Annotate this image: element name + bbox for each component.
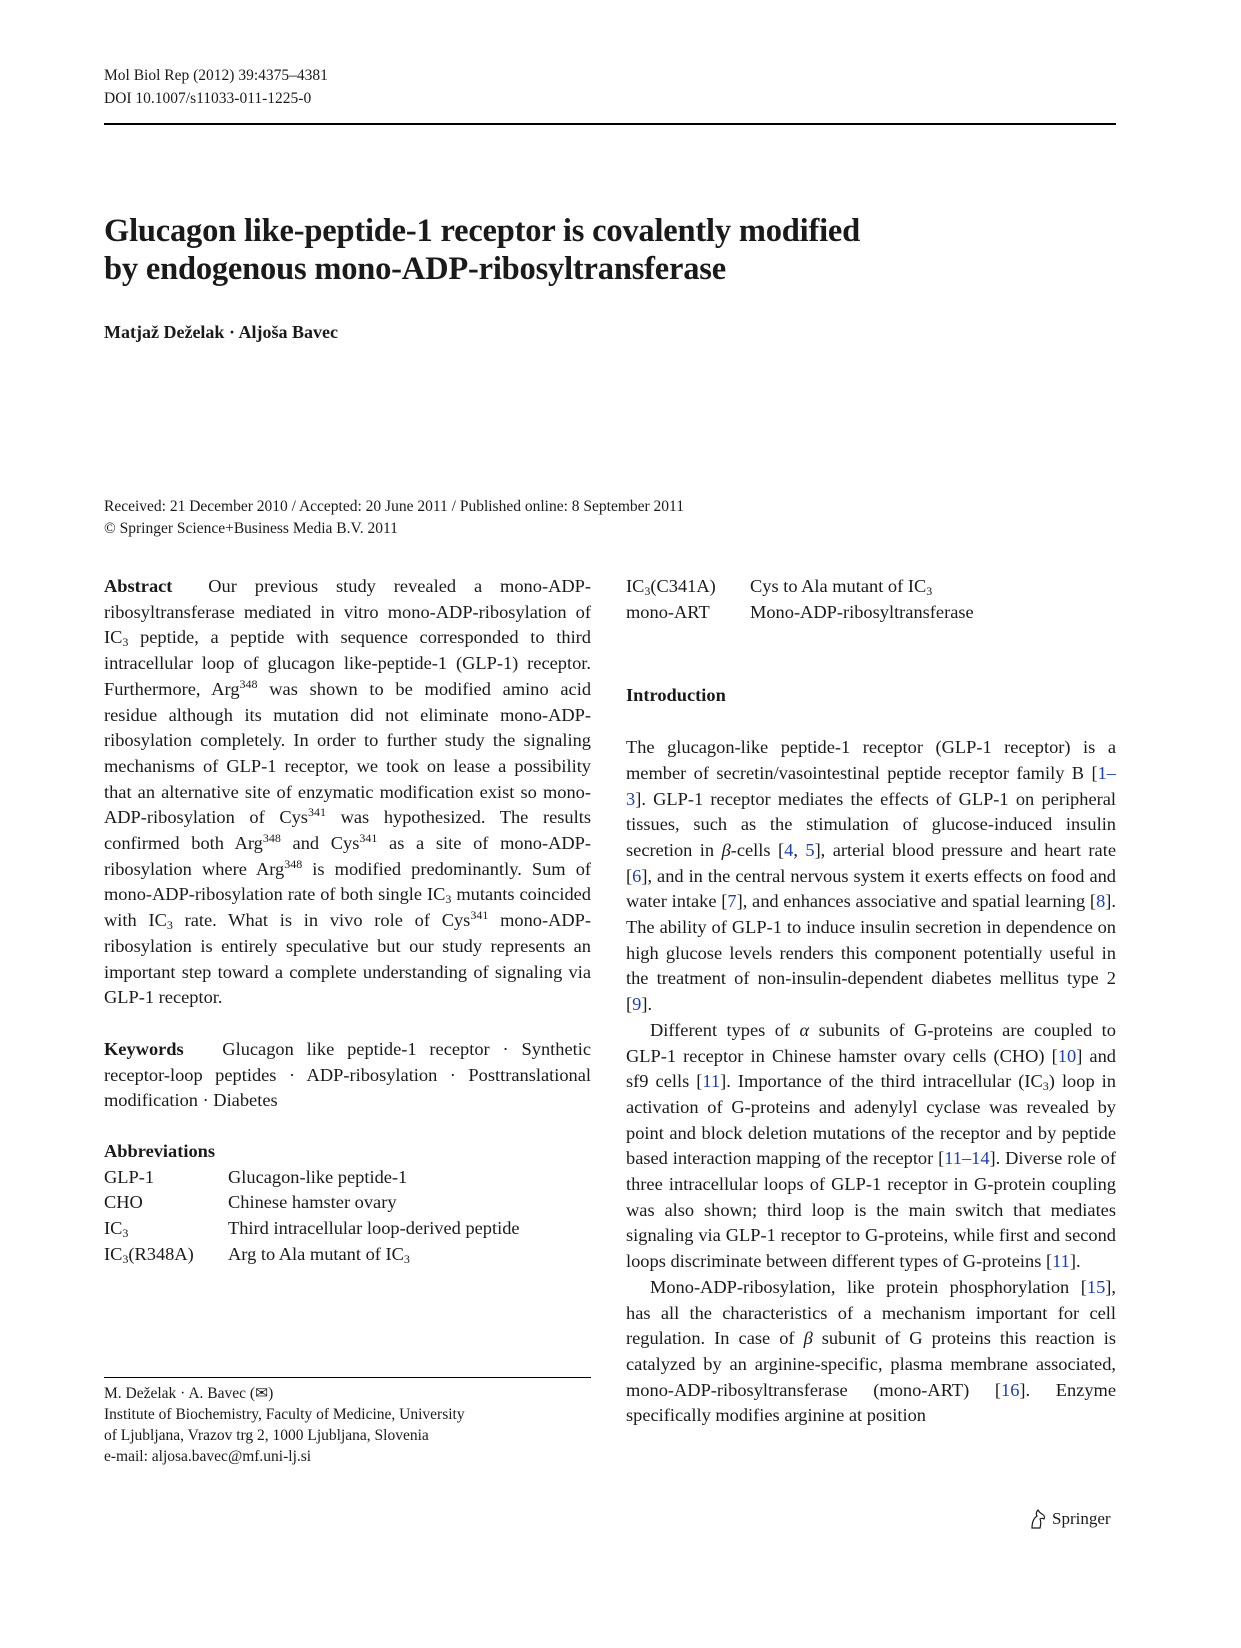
citation-link[interactable]: 5 xyxy=(805,839,815,860)
abbreviation-row xyxy=(104,1216,591,1242)
affiliation-line: of Ljubljana, Vrazov trg 2, 1000 Ljubljana, Slovenia xyxy=(104,1427,429,1444)
right-column xyxy=(626,574,1116,1429)
citation-link[interactable]: 11–14 xyxy=(944,1148,990,1169)
abstract-text: rate. What is in vivo role of Cys xyxy=(172,910,471,931)
abstract-text: was hypothesized. The results confirmed both Arg xyxy=(104,807,591,854)
citation-link[interactable]: 9 xyxy=(632,994,642,1015)
citation-link[interactable]: 6 xyxy=(632,865,642,886)
superscript: 341 xyxy=(307,805,326,820)
introduction-heading: Introduction xyxy=(626,685,726,706)
abstract-heading: Abstract xyxy=(104,576,173,596)
header-rule xyxy=(104,123,1116,125)
journal-header xyxy=(104,64,328,110)
title-line-1: Glucagon like-peptide-1 receptor is covalently modified xyxy=(104,213,861,249)
citation-link[interactable]: 16 xyxy=(1001,1379,1020,1400)
keywords-heading: Keywords xyxy=(104,1038,184,1059)
abstract-text: mono-ADP-ribosylation is entirely speculative but our study represents an important step toward a complete understanding of signaling via GLP-1 receptor. xyxy=(104,910,591,1008)
abbreviation-row xyxy=(626,574,1116,600)
doi: DOI 10.1007/s11033-011-1225-0 xyxy=(104,90,312,107)
subscript: 3 xyxy=(445,892,452,907)
superscript: 341 xyxy=(359,831,378,846)
affiliation xyxy=(104,1383,465,1467)
title-line-2: by endogenous mono-ADP-ribosyltransferase xyxy=(104,251,726,287)
abbreviations-list xyxy=(104,1165,591,1268)
abbreviation-term: $IC_3$ xyxy=(104,1218,129,1241)
abstract-text: is modified predominantly. Sum of mono-ADP-ribosylation rate of both single IC xyxy=(104,858,592,905)
abbreviation-row xyxy=(104,1165,591,1191)
abbreviation-definition: Mono-ADP-ribosyltransferase xyxy=(750,601,974,622)
citation-link[interactable]: 8 xyxy=(1096,891,1106,912)
abbreviation-definition: Glucagon-like peptide-1 xyxy=(228,1166,408,1187)
abbreviation-definition: Arg to Ala mutant of $IC_3$ xyxy=(228,1243,410,1266)
springer-horse-icon xyxy=(1028,1508,1048,1530)
footnote-rule xyxy=(104,1377,591,1378)
author-names: M. Deželak · A. Bavec (✉) xyxy=(104,1385,274,1402)
abbreviation-definition: Third intracellular loop-derived peptide xyxy=(228,1218,520,1239)
abbreviation-row xyxy=(104,1242,591,1268)
introduction-paragraph: The glucagon-like peptide-1 receptor (GLP-1 receptor) is a member of secretin/vasointestinal peptide receptor family B [1–3]. GLP-1 receptor mediates the effects of GLP-1 on peripheral tissues, such as the stimulation of glucose-induced insulin secretion in β-cells [4, 5], arterial blood pressure and heart rate [6], and in the central nervous system it exerts effects on food and water intake [7], and enhances associative and spatial learning [8]. The ability of GLP-1 to induce insulin secretion in dependence on high glucose levels renders this component potentially useful in the treatment of non-insulin-dependent diabetes mellitus type 2 [9]. xyxy=(626,737,1116,1015)
citation-link[interactable]: 15 xyxy=(1086,1276,1106,1297)
abstract-text: as a site of mono-ADP-ribosylation where Arg xyxy=(104,833,592,879)
abstract-text: and Cys xyxy=(280,833,360,854)
keywords-text: Glucagon like peptide-1 receptor · Synthetic receptor-loop peptides · ADP-ribosylation · Posttranslational modification · Diabetes xyxy=(104,1038,591,1111)
superscript: 348 xyxy=(284,856,303,871)
abbreviation-term: CHO xyxy=(104,1192,143,1213)
keywords xyxy=(104,1037,591,1114)
citation-link[interactable]: 1–3 xyxy=(626,762,1116,809)
citation-link[interactable]: 7 xyxy=(727,891,737,912)
abstract-text: mutants coincided with IC xyxy=(104,884,591,931)
abbreviation-definition: Cys to Ala mutant of $IC_3$ xyxy=(750,576,933,598)
publisher-logo xyxy=(1028,1508,1111,1530)
introduction-paragraph: Mono-ADP-ribosylation, like protein phosphorylation [15], has all the characteristics of a mechanism important for cell regulation. In case of β subunit of G proteins this reaction is catalyzed by an arginine-specific, plasma membrane associated, mono-ADP-ribosyltransferase (mono-ART) [16]. Enzyme specifically modifies arginine at position xyxy=(626,1276,1117,1426)
abstract-text: was shown to be modified amino acid residue although its mutation did not eliminate mono-ADP-ribosylation completely. In order to further study the signaling mechanisms of GLP-1 receptor, we took on lease a possibility that an alternative site of enzymatic modification exist so mono-ADP-ribosylation of Cys xyxy=(104,678,592,828)
citation: Mol Biol Rep (2012) 39:4375–4381 xyxy=(104,67,328,84)
affiliation-line: Institute of Biochemistry, Faculty of Medicine, University xyxy=(104,1406,465,1423)
authors: Matjaž Deželak · Aljoša Bavec xyxy=(104,322,338,342)
abbreviation-term: mono-ART xyxy=(626,601,710,622)
citation-link[interactable]: 10 xyxy=(1057,1045,1077,1066)
abbreviations-heading: Abbreviations xyxy=(104,1141,216,1162)
citation-link[interactable]: 11 xyxy=(702,1071,721,1092)
dates: Received: 21 December 2010 / Accepted: 20 June 2011 / Published online: 8 September 2011 xyxy=(104,498,684,515)
envelope-icon: ✉ xyxy=(255,1385,269,1402)
subscript: 3 xyxy=(122,635,129,650)
article-title xyxy=(104,212,860,288)
publication-history xyxy=(104,496,684,540)
superscript: 348 xyxy=(262,831,281,846)
subscript: 3 xyxy=(166,918,173,933)
citation-link[interactable]: 4 xyxy=(784,839,794,860)
abstract-text: Our previous study revealed a mono-ADP-ribosyltransferase mediated in vitro mono-ADP-ribosylation of IC xyxy=(104,576,591,648)
abbreviation-term: $IC_3(C341A)$ xyxy=(626,576,716,598)
publisher-name: Springer xyxy=(1052,1509,1111,1528)
abstract-text: peptide, a peptide with sequence corresponded to third intracellular loop of glucagon like-peptide-1 (GLP-1) receptor. Furthermore, Arg xyxy=(104,627,591,699)
copyright: © Springer Science+Business Media B.V. 2011 xyxy=(104,520,398,537)
author-email[interactable]: e-mail: aljosa.bavec@mf.uni-lj.si xyxy=(104,1448,312,1465)
left-column xyxy=(104,574,591,1268)
superscript: 341 xyxy=(470,908,489,923)
abstract xyxy=(104,574,591,1011)
abbreviation-definition: Chinese hamster ovary xyxy=(228,1192,397,1213)
introduction-paragraph: Different types of α subunits of G-proteins are coupled to GLP-1 receptor in Chinese hamster ovary cells (CHO) [10] and sf9 cells [11]. Importance of the third intracellular $(IC_3)$ loop in activation of G-proteins and adenylyl cyclase was revealed by point and block deletion mutations of the receptor and by peptide based interaction mapping of the receptor [11–14]. Diverse role of three intracellular loops of GLP-1 receptor in G-protein coupling was also shown; third loop is the main switch that mediates signaling via GLP-1 receptor to G-proteins, while first and second loops discriminate between different types of G-proteins [11]. xyxy=(626,1019,1116,1272)
abbreviation-term: $IC_3(R348A)$ xyxy=(104,1243,194,1266)
citation-link[interactable]: 11 xyxy=(1052,1251,1070,1272)
abbreviation-row xyxy=(626,600,1116,626)
abbreviation-row xyxy=(104,1190,591,1216)
abbreviation-term: GLP-1 xyxy=(104,1166,155,1187)
superscript: 348 xyxy=(239,676,258,691)
